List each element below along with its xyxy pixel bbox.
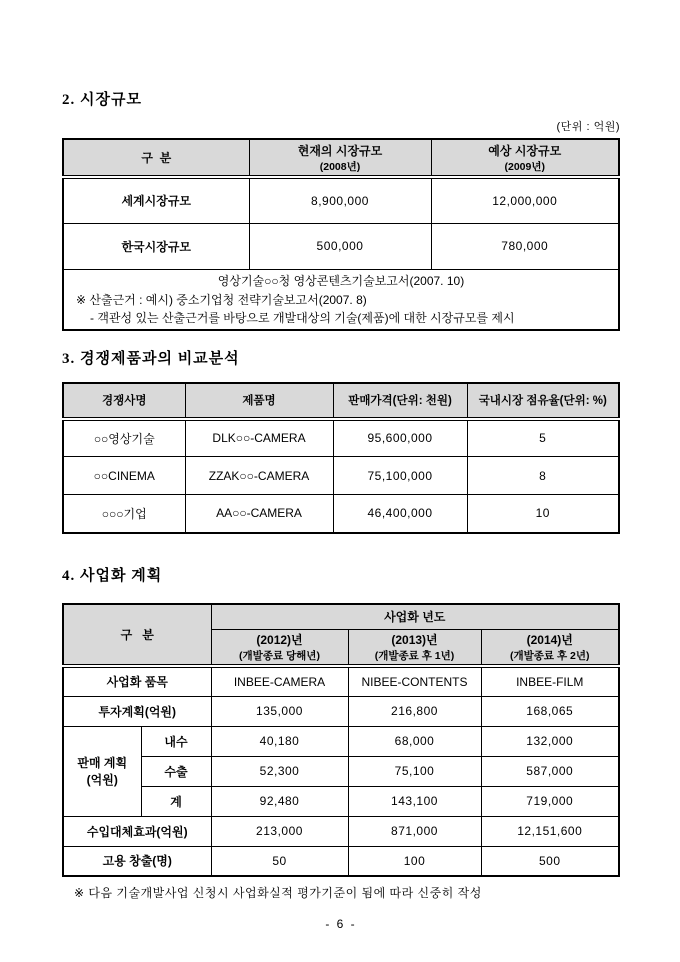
invest-value-2014: 168,065: [481, 696, 619, 726]
column-header-price: 판매가격(단위: 천원): [333, 383, 467, 419]
domestic-value-2014: 132,000: [481, 726, 619, 756]
table-row: [63, 726, 619, 756]
item-value-2013: NIBEE-CONTENTS: [348, 666, 481, 696]
section2-title: 2. 시장규모: [62, 92, 142, 108]
share-value: 8: [467, 457, 619, 495]
source-line: 영상기술○○청 영상콘텐츠기술보고서(2007. 10): [217, 273, 465, 288]
table-row: [63, 846, 619, 876]
import-value-2013: 871,000: [348, 816, 481, 846]
row-label-export: 수출: [141, 756, 211, 786]
share-value: 10: [467, 495, 619, 533]
product-name: DLK○○-CAMERA: [185, 419, 333, 457]
employment-value-2014: 500: [481, 846, 619, 876]
korea-current-value: 500,000: [249, 223, 431, 269]
commercialization-plan-table: [62, 603, 620, 878]
row-label-investment-plan: 투자계획(억원): [63, 696, 211, 726]
world-expected-value: 12,000,000: [431, 177, 619, 223]
row-group-label-sales-plan: 판매 계획 (억원): [63, 726, 141, 816]
row-label-employment: 고용 창출(명): [63, 846, 211, 876]
price-value: 46,400,000: [333, 495, 467, 533]
table-header-row: [63, 383, 619, 419]
item-value-2012: INBEE-CAMERA: [211, 666, 348, 696]
source-note-cell: [63, 269, 619, 330]
table-row: [63, 177, 619, 223]
column-header-category: 구 분: [63, 139, 249, 177]
section3-title: 3. 경쟁제품과의 비교분석: [62, 350, 240, 367]
table-row: [63, 419, 619, 457]
employment-value-2013: 100: [348, 846, 481, 876]
table-row: [63, 696, 619, 726]
price-value: 75,100,000: [333, 457, 467, 495]
group-header-business-year: 사업화 년도: [211, 604, 619, 630]
evaluation-footnote: ※ 다음 기술개발사업 신청시 사업화실적 평가기준이 됨에 따라 신중히 작성: [74, 886, 482, 900]
table-row: [63, 786, 619, 816]
table-row: [63, 756, 619, 786]
row-label-world-market: 세계시장규모: [63, 177, 249, 223]
world-current-value: 8,900,000: [249, 177, 431, 223]
basis-note-line1: ※ 산출근거 : 예시) 중소기업청 전략기술보고서(2007. 8): [76, 292, 367, 307]
table-row: [63, 816, 619, 846]
product-name: AA○○-CAMERA: [185, 495, 333, 533]
column-header-year-2014: (2014)년 (개발종료 후 2년): [481, 630, 619, 667]
column-header-product: 제품명: [185, 383, 333, 419]
competitor-name: ○○영상기술: [63, 419, 185, 457]
invest-value-2012: 135,000: [211, 696, 348, 726]
invest-value-2013: 216,800: [348, 696, 481, 726]
column-header-competitor: 경쟁사명: [63, 383, 185, 419]
domestic-value-2013: 68,000: [348, 726, 481, 756]
market-size-table: [62, 138, 620, 331]
export-value-2012: 52,300: [211, 756, 348, 786]
table-header-row: [63, 604, 619, 630]
row-label-import-substitution: 수입대체효과(억원): [63, 816, 211, 846]
table-row: [63, 495, 619, 533]
page-number: - 6 -: [325, 917, 357, 931]
column-header-market-share: 국내시장 점유율(단위: %): [467, 383, 619, 419]
column-header-year-2012: (2012)년 (개발종료 당해년): [211, 630, 348, 667]
row-label-domestic: 내수: [141, 726, 211, 756]
domestic-value-2012: 40,180: [211, 726, 348, 756]
row-label-business-item: 사업화 품목: [63, 666, 211, 696]
competitor-name: ○○○기업: [63, 495, 185, 533]
column-header-current-market: 현재의 시장규모 (2008년): [249, 139, 431, 177]
competitor-name: ○○CINEMA: [63, 457, 185, 495]
share-value: 5: [467, 419, 619, 457]
row-label-sales-total: 계: [141, 786, 211, 816]
item-value-2014: INBEE-FILM: [481, 666, 619, 696]
table-header-row: [63, 139, 619, 177]
column-header-year-2013: (2013)년 (개발종료 후 1년): [348, 630, 481, 667]
employment-value-2012: 50: [211, 846, 348, 876]
table-row: [63, 666, 619, 696]
export-value-2013: 75,100: [348, 756, 481, 786]
basis-note-line2: - 객관성 있는 산출근거를 바탕으로 개발대상의 기술(제품)에 대한 시장규모를 제시: [90, 310, 515, 325]
table-footer-row: [63, 269, 619, 330]
table-row: [63, 457, 619, 495]
korea-expected-value: 780,000: [431, 223, 619, 269]
row-label-korea-market: 한국시장규모: [63, 223, 249, 269]
total-value-2012: 92,480: [211, 786, 348, 816]
price-value: 95,600,000: [333, 419, 467, 457]
competitor-comparison-table: [62, 382, 620, 534]
product-name: ZZAK○○-CAMERA: [185, 457, 333, 495]
export-value-2014: 587,000: [481, 756, 619, 786]
column-header-expected-market: 예상 시장규모 (2009년): [431, 139, 619, 177]
section4-title: 4. 사업화 계획: [62, 567, 163, 584]
corner-header-category: 구 분: [63, 604, 211, 667]
total-value-2014: 719,000: [481, 786, 619, 816]
total-value-2013: 143,100: [348, 786, 481, 816]
import-value-2012: 213,000: [211, 816, 348, 846]
unit-label: (단위 : 억원): [556, 121, 620, 133]
table-row: [63, 223, 619, 269]
import-value-2014: 12,151,600: [481, 816, 619, 846]
